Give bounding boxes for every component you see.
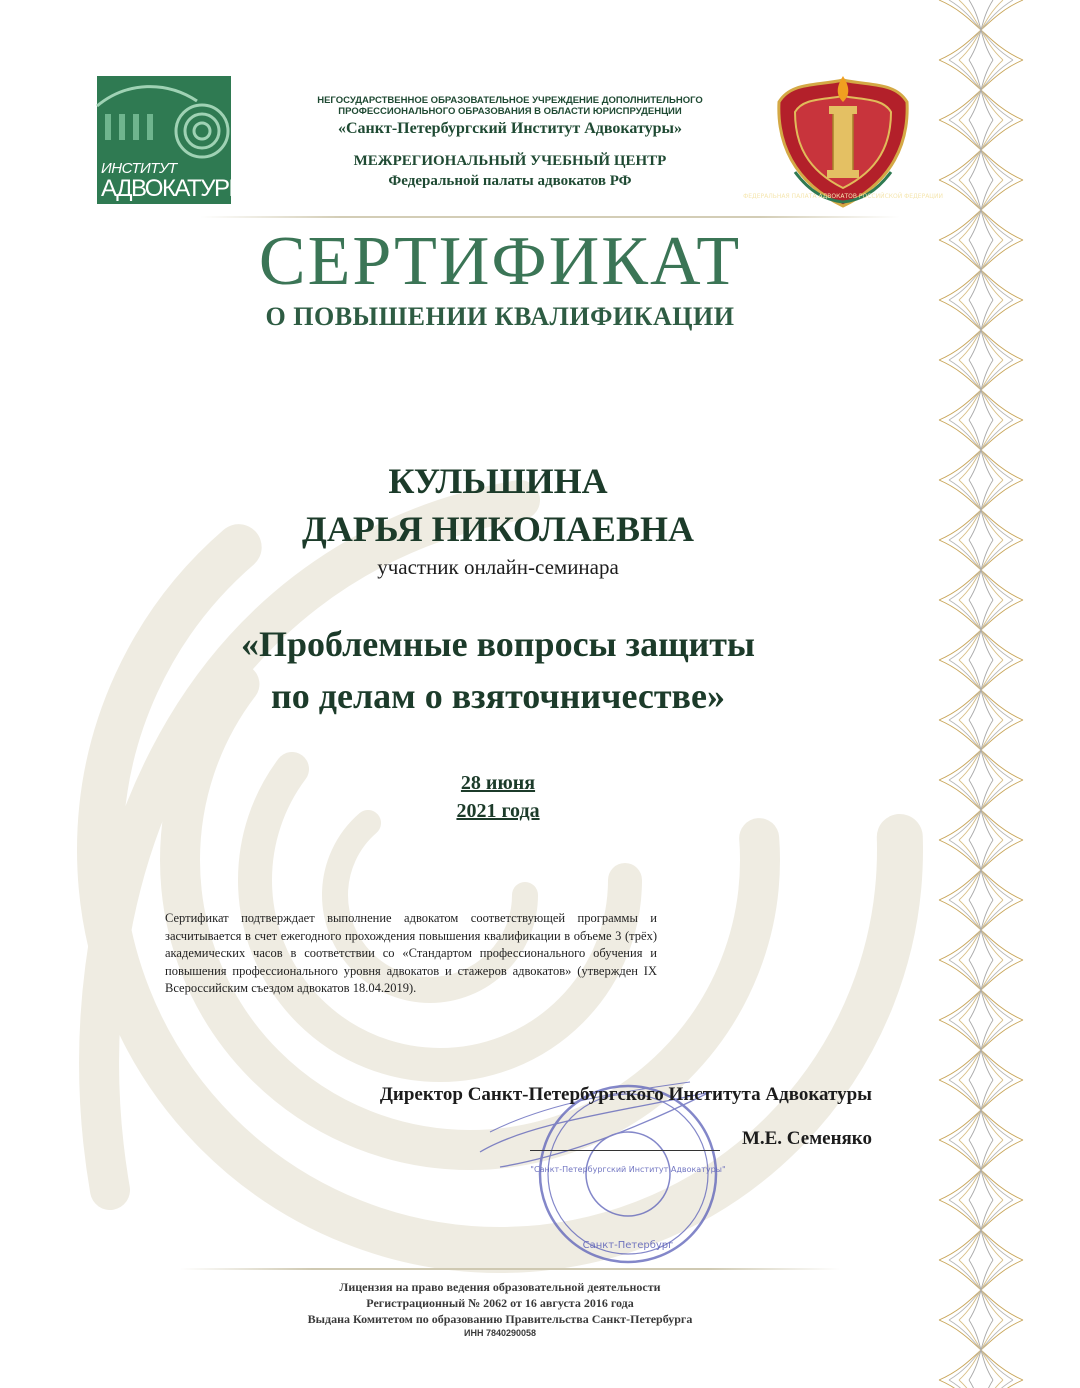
recipient-surname: КУЛЬШИНА <box>388 461 608 501</box>
header-divider <box>200 216 900 218</box>
bar-association-emblem-icon <box>743 72 943 212</box>
stamp-city-text: Санкт-Петербург <box>582 1240 674 1251</box>
license-line-1: Лицензия на право ведения образовательной деятельности <box>339 1280 661 1294</box>
stamp-center-text: "Санкт-Петербургский Институт Адвокатуры" <box>530 1165 726 1174</box>
training-center-line-1: МЕЖРЕГИОНАЛЬНЫЙ УЧЕБНЫЙ ЦЕНТР <box>353 153 667 169</box>
org-type-text: НЕГОСУДАРСТВЕННОЕ ОБРАЗОВАТЕЛЬНОЕ УЧРЕЖДЕНИЕ ДОПОЛНИТЕЛЬНОГО ПРОФЕССИОНАЛЬНОГО ОБРАЗОВАНИЯ В ОБЛАСТИ ЮРИСПРУДЕНЦИИ <box>317 95 703 117</box>
institute-name: «Санкт-Петербургский Институт Адвокатуры» <box>337 120 683 137</box>
seminar-date-day: 28 июня <box>460 772 536 794</box>
recipient-role: участник онлайн-семинара <box>377 555 619 579</box>
emblem-ring-text: ФЕДЕРАЛЬНАЯ ПАЛАТА АДВОКАТОВ РОССИЙСКОЙ ФЕДЕРАЦИИ <box>743 193 943 200</box>
spiral-logo-icon <box>97 76 231 166</box>
footer-divider <box>180 1268 840 1270</box>
seminar-topic-line-2: по делам о взяточничестве» <box>271 676 725 716</box>
director-title: Директор Санкт-Петербургского Института Адвокатуры <box>379 1084 872 1105</box>
signer-name: М.Е. Семеняко <box>741 1128 872 1149</box>
certificate-title: СЕРТИФИКАТ <box>258 223 742 300</box>
license-line-3: Выдана Комитетом по образованию Правительства Санкт-Петербурга <box>307 1312 693 1326</box>
institute-logo <box>97 76 249 204</box>
seminar-date-year: 2021 года <box>456 800 540 822</box>
signature-line <box>530 1150 720 1151</box>
recipient-given-names: ДАРЬЯ НИКОЛАЕВНА <box>302 509 694 549</box>
certificate-body-text: Сертификат подтверждает выполнение адвокатом соответствующей программы и засчитывается в счет ежегодного прохождения повышения квалификации в объеме 3 (трёх) академических часов в соответствии со «Стандартом профессионального обучения и повышения профессионального уровня адвокатов и стажеров адвокатов» (утвержден IX Всероссийским съездом адвокатов 18.04.2019). <box>165 911 657 995</box>
certificate-subtitle: О ПОВЫШЕНИИ КВАЛИФИКАЦИИ <box>265 302 735 331</box>
seminar-topic-line-1: «Проблемные вопросы защиты <box>240 624 756 664</box>
logo-line-1: ИНСТИТУТ <box>101 160 177 177</box>
training-center-line-2: Федеральной палаты адвокатов РФ <box>388 173 632 189</box>
tax-id: ИНН 7840290058 <box>463 1328 537 1338</box>
license-line-2: Регистрационный № 2062 от 16 августа 2016 года <box>366 1296 634 1310</box>
logo-line-2: АДВОКАТУРЫ <box>101 175 249 202</box>
